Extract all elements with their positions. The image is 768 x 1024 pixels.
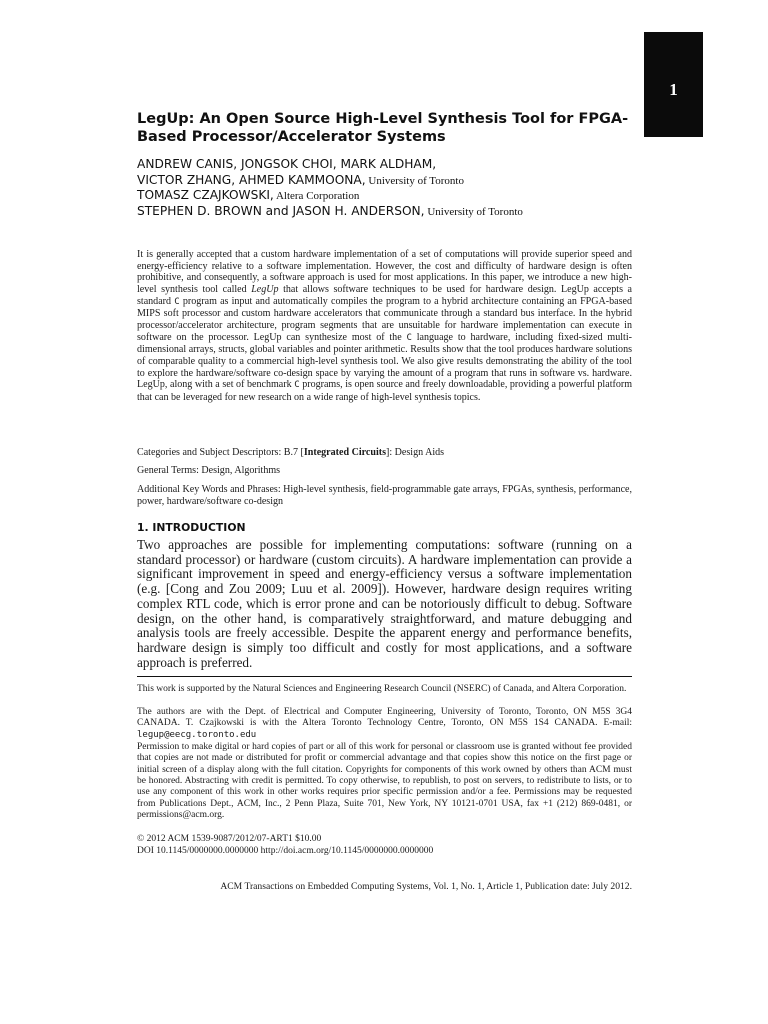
author-affiliation: Altera Corporation: [273, 190, 360, 203]
c-language-code: C: [406, 332, 412, 343]
abstract-text: language to hardware, including fixed-sized multi-dimensional arrays, structs, global variables and pointer arithmetic. Results show that the tool produces hardware solutions of comparable quality to a commercial high-level synthesis tool. We also give results demonstrating the ability of the tool to explore the hardware/software co-design space by varying the amount of a program that runs in software vs. hardware. LegUp, along with a set of benchmark: [137, 331, 632, 391]
categories-line: Categories and Subject Descriptors: B.7 [Integrated Circuits]: Design Aids: [137, 447, 445, 458]
page-number-tab: [644, 32, 703, 137]
abstract-text: that allows software techniques to be used for hardware design. LegUp accepts a standard: [137, 283, 633, 307]
author-line: [137, 173, 637, 189]
abstract-text: programs, is open source and freely downloadable, providing a powerful platform that can be leveraged for new research on a wide range of high-level synthesis topics.: [137, 379, 633, 403]
tool-name: LegUp: [251, 283, 279, 295]
author-names: STEPHEN D. BROWN and JASON H. ANDERSON,: [137, 203, 425, 218]
author-line: [137, 157, 637, 173]
footnote-doi: DOI 10.1145/0000000.0000000 http://doi.acm.org/10.1145/0000000.0000000: [137, 846, 434, 856]
author-line: [137, 188, 637, 204]
author-names: TOMASZ CZAJKOWSKI,: [137, 188, 274, 203]
footnote-permission: Permission to make digital or hard copies of part or all of this work for personal or classroom use is granted without fee provided that copies are not made or distributed for profit or commercial advantage and that copies show this notice on the first page or initial screen of a display along with the full citation. Copyrights for components of this work owned by others than ACM must be honored. Abstracting with credit is permitted. To copy otherwise, to republish, to post on servers, to redistribute to lists, or to use any component of this work in other works requires prior specific permission and/or a fee. Permissions may be requested from Publications Dept., ACM, Inc., 2 Penn Plaza, Suite 701, New York, NY 10121-0701 USA, fax +1 (212) 869-0481, or permissions@acm.org.: [137, 742, 632, 821]
keywords: Additional Key Words and Phrases: High-level synthesis, field-programmable gate arrays, FPGAs, synthesis, performance, power, hardware/software co-design: [137, 484, 632, 507]
paper-title: LegUp: An Open Source High-Level Synthesis Tool for FPGA-Based Processor/Accelerator Systems: [137, 111, 629, 145]
intro-paragraph: Two approaches are possible for implementing computations: software (running on a standard processor) or hardware (custom circuits). A hardware implementation can provide a significant improvement in speed and energy-efficiency versus a software implementation (e.g. [Cong and Zou 2009; Luu et al. 2009]). However, hardware design requires writing complex RTL code, which is error prone and can be notoriously difficult to debug. Software design, on the other hand, is comparatively straightforward, and mature debugging and analysis tools are freely accessible. Despite the apparent energy and performance benefits, hardware design is simply too difficult and costly for most applications, and a software approach is preferred.: [137, 537, 632, 670]
footnote-copyright: © 2012 ACM 1539-9087/2012/07-ART1 $10.00: [137, 834, 322, 844]
c-language-code: C: [294, 380, 300, 391]
footnote-rule: [137, 676, 632, 677]
author-line: [137, 204, 637, 220]
author-block: [137, 157, 637, 219]
abstract: [137, 249, 632, 404]
journal-footer: ACM Transactions on Embedded Computing Systems, Vol. 1, No. 1, Article 1, Publication date: July 2012.: [220, 881, 632, 892]
general-terms: General Terms: Design, Algorithms: [137, 465, 281, 476]
footnote-affiliation: The authors are with the Dept. of Electrical and Computer Engineering, University of Toronto, Toronto, ON M5S 3G4 CANADA. T. Czajkowski is with the Altera Toronto Technology Centre, Toronto, ON M5S 1S4 CANADA. E-mail: legup@eecg.toronto.edu: [137, 707, 632, 740]
author-affiliation: University of Toronto: [424, 205, 523, 218]
page-number: 1: [669, 80, 678, 99]
author-affiliation: University of Toronto: [365, 174, 464, 187]
section-heading: 1. INTRODUCTION: [137, 521, 246, 534]
abstract-text: program as input and automatically compiles the program to a hybrid architecture containing an FPGA-based MIPS soft processor and custom hardware accelerators that communicate through a standard bus interface. In the hybrid processor/accelerator architecture, program segments that are unsuitable for hardware implementation can execute in software on the processor. LegUp can synthesize most of the: [137, 295, 632, 343]
author-names: VICTOR ZHANG, AHMED KAMMOONA,: [137, 172, 366, 187]
c-language-code: C: [174, 296, 180, 307]
email-address: legup@eecg.toronto.edu: [137, 729, 257, 740]
abstract-text: It is generally accepted that a custom hardware implementation of a set of computations will provide superior speed and energy-efficiency relative to a software implementation. However, the cost and difficulty of hardware design is often prohibitive, and consequently, a software approach is used for most applications. In this paper, we introduce a new high-level synthesis tool called: [137, 249, 632, 295]
footnote-support: This work is supported by the Natural Sciences and Engineering Research Council (NSERC) of Canada, and Altera Corporation.: [137, 684, 627, 694]
author-names: ANDREW CANIS, JONGSOK CHOI, MARK ALDHAM,: [137, 157, 437, 171]
